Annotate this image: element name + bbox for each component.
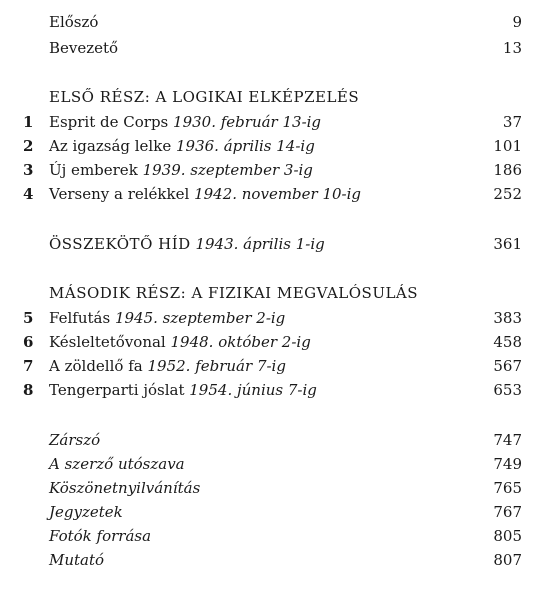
toc-entry-page: 765 <box>493 479 522 497</box>
chapter-title: Késleltetővonal <box>49 333 166 351</box>
chapter-title-line <box>49 111 321 133</box>
chapter-page: 101 <box>493 137 522 155</box>
toc-entry-epilogue <box>0 429 557 451</box>
chapter-title: Az igazság lelke <box>49 137 172 155</box>
chapter-title-line <box>49 379 317 401</box>
part-two-heading <box>0 282 557 304</box>
toc-entry-title: Fotók forrása <box>49 527 152 545</box>
chapter-title-line <box>49 183 361 205</box>
chapter-date: 1942. november 10-ig <box>194 185 362 203</box>
toc-entry-foreword <box>0 11 557 33</box>
chapter-title-line <box>49 331 311 353</box>
chapter-date: 1939. szeptember 3-ig <box>142 161 313 179</box>
chapter-page: 653 <box>493 381 522 399</box>
toc-entry-page: 747 <box>493 431 522 449</box>
toc-entry-afterword <box>0 453 557 475</box>
chapter-number: 5 <box>23 309 34 327</box>
toc-entry-index <box>0 549 557 571</box>
chapter-date: 1930. február 13-ig <box>173 113 322 131</box>
bridge-title: ÖSSZEKÖTŐ HÍD <box>49 235 191 253</box>
chapter-date: 1954. június 7-ig <box>189 381 317 399</box>
toc-entry-page: 9 <box>512 13 522 31</box>
part-heading-text: MÁSODIK RÉSZ: A FIZIKAI MEGVALÓSULÁS <box>49 284 419 302</box>
chapter-page: 383 <box>493 309 522 327</box>
chapter-page: 567 <box>493 357 522 375</box>
toc-entry-title: Előszó <box>49 13 99 31</box>
chapter-number: 3 <box>23 161 34 179</box>
chapter-title-line <box>49 159 313 181</box>
toc-chapter-3 <box>0 159 557 181</box>
chapter-page: 252 <box>493 185 522 203</box>
toc-entry-page: 767 <box>493 503 522 521</box>
toc-chapter-1 <box>0 111 557 133</box>
toc-entry-photo-credits <box>0 525 557 547</box>
toc-entry-title: Jegyzetek <box>49 503 123 521</box>
toc-bridge-section <box>0 233 557 255</box>
toc-chapter-8 <box>0 379 557 401</box>
toc-entry-page: 807 <box>493 551 522 569</box>
chapter-date: 1952. február 7-ig <box>147 357 286 375</box>
chapter-number: 7 <box>23 357 34 375</box>
bridge-title-line <box>49 233 325 255</box>
toc-entry-page: 749 <box>493 455 522 473</box>
chapter-date: 1948. október 2-ig <box>170 333 311 351</box>
chapter-title: Verseny a relékkel <box>49 185 190 203</box>
chapter-title: Új emberek <box>49 161 138 179</box>
chapter-page: 37 <box>502 113 522 131</box>
toc-entry-title: A szerző utószava <box>49 455 185 473</box>
toc-entry-title: Bevezető <box>49 39 119 57</box>
toc-entry-introduction <box>0 37 557 59</box>
toc-entry-page: 805 <box>493 527 522 545</box>
chapter-number: 4 <box>23 185 34 203</box>
chapter-number: 2 <box>23 137 34 155</box>
toc-entry-notes <box>0 501 557 523</box>
part-one-heading <box>0 86 557 108</box>
chapter-title-line <box>49 135 315 157</box>
part-heading-text: ELSŐ RÉSZ: A LOGIKAI ELKÉPZELÉS <box>49 88 360 106</box>
toc-chapter-2 <box>0 135 557 157</box>
toc-chapter-6 <box>0 331 557 353</box>
chapter-title: A zöldellő fa <box>49 357 143 375</box>
chapter-title-line <box>49 307 285 329</box>
toc-entry-title: Köszönetnyilvánítás <box>49 479 201 497</box>
toc-entry-title: Mutató <box>49 551 105 569</box>
chapter-number: 8 <box>23 381 34 399</box>
toc-entry-page: 13 <box>502 39 522 57</box>
chapter-date: 1936. április 14-ig <box>175 137 315 155</box>
chapter-title: Felfutás <box>49 309 111 327</box>
chapter-date: 1945. szeptember 2-ig <box>114 309 286 327</box>
chapter-title: Tengerparti jóslat <box>49 381 185 399</box>
toc-chapter-4 <box>0 183 557 205</box>
chapter-page: 186 <box>493 161 522 179</box>
toc-chapter-7 <box>0 355 557 377</box>
bridge-page: 361 <box>493 235 522 253</box>
chapter-number: 1 <box>23 113 34 131</box>
bridge-date: 1943. április 1-ig <box>195 235 325 253</box>
toc-entry-acknowledgements <box>0 477 557 499</box>
toc-entry-title: Zárszó <box>49 431 101 449</box>
chapter-page: 458 <box>493 333 522 351</box>
chapter-number: 6 <box>23 333 34 351</box>
toc-chapter-5 <box>0 307 557 329</box>
chapter-title-line <box>49 355 286 377</box>
chapter-title: Esprit de Corps <box>49 113 169 131</box>
